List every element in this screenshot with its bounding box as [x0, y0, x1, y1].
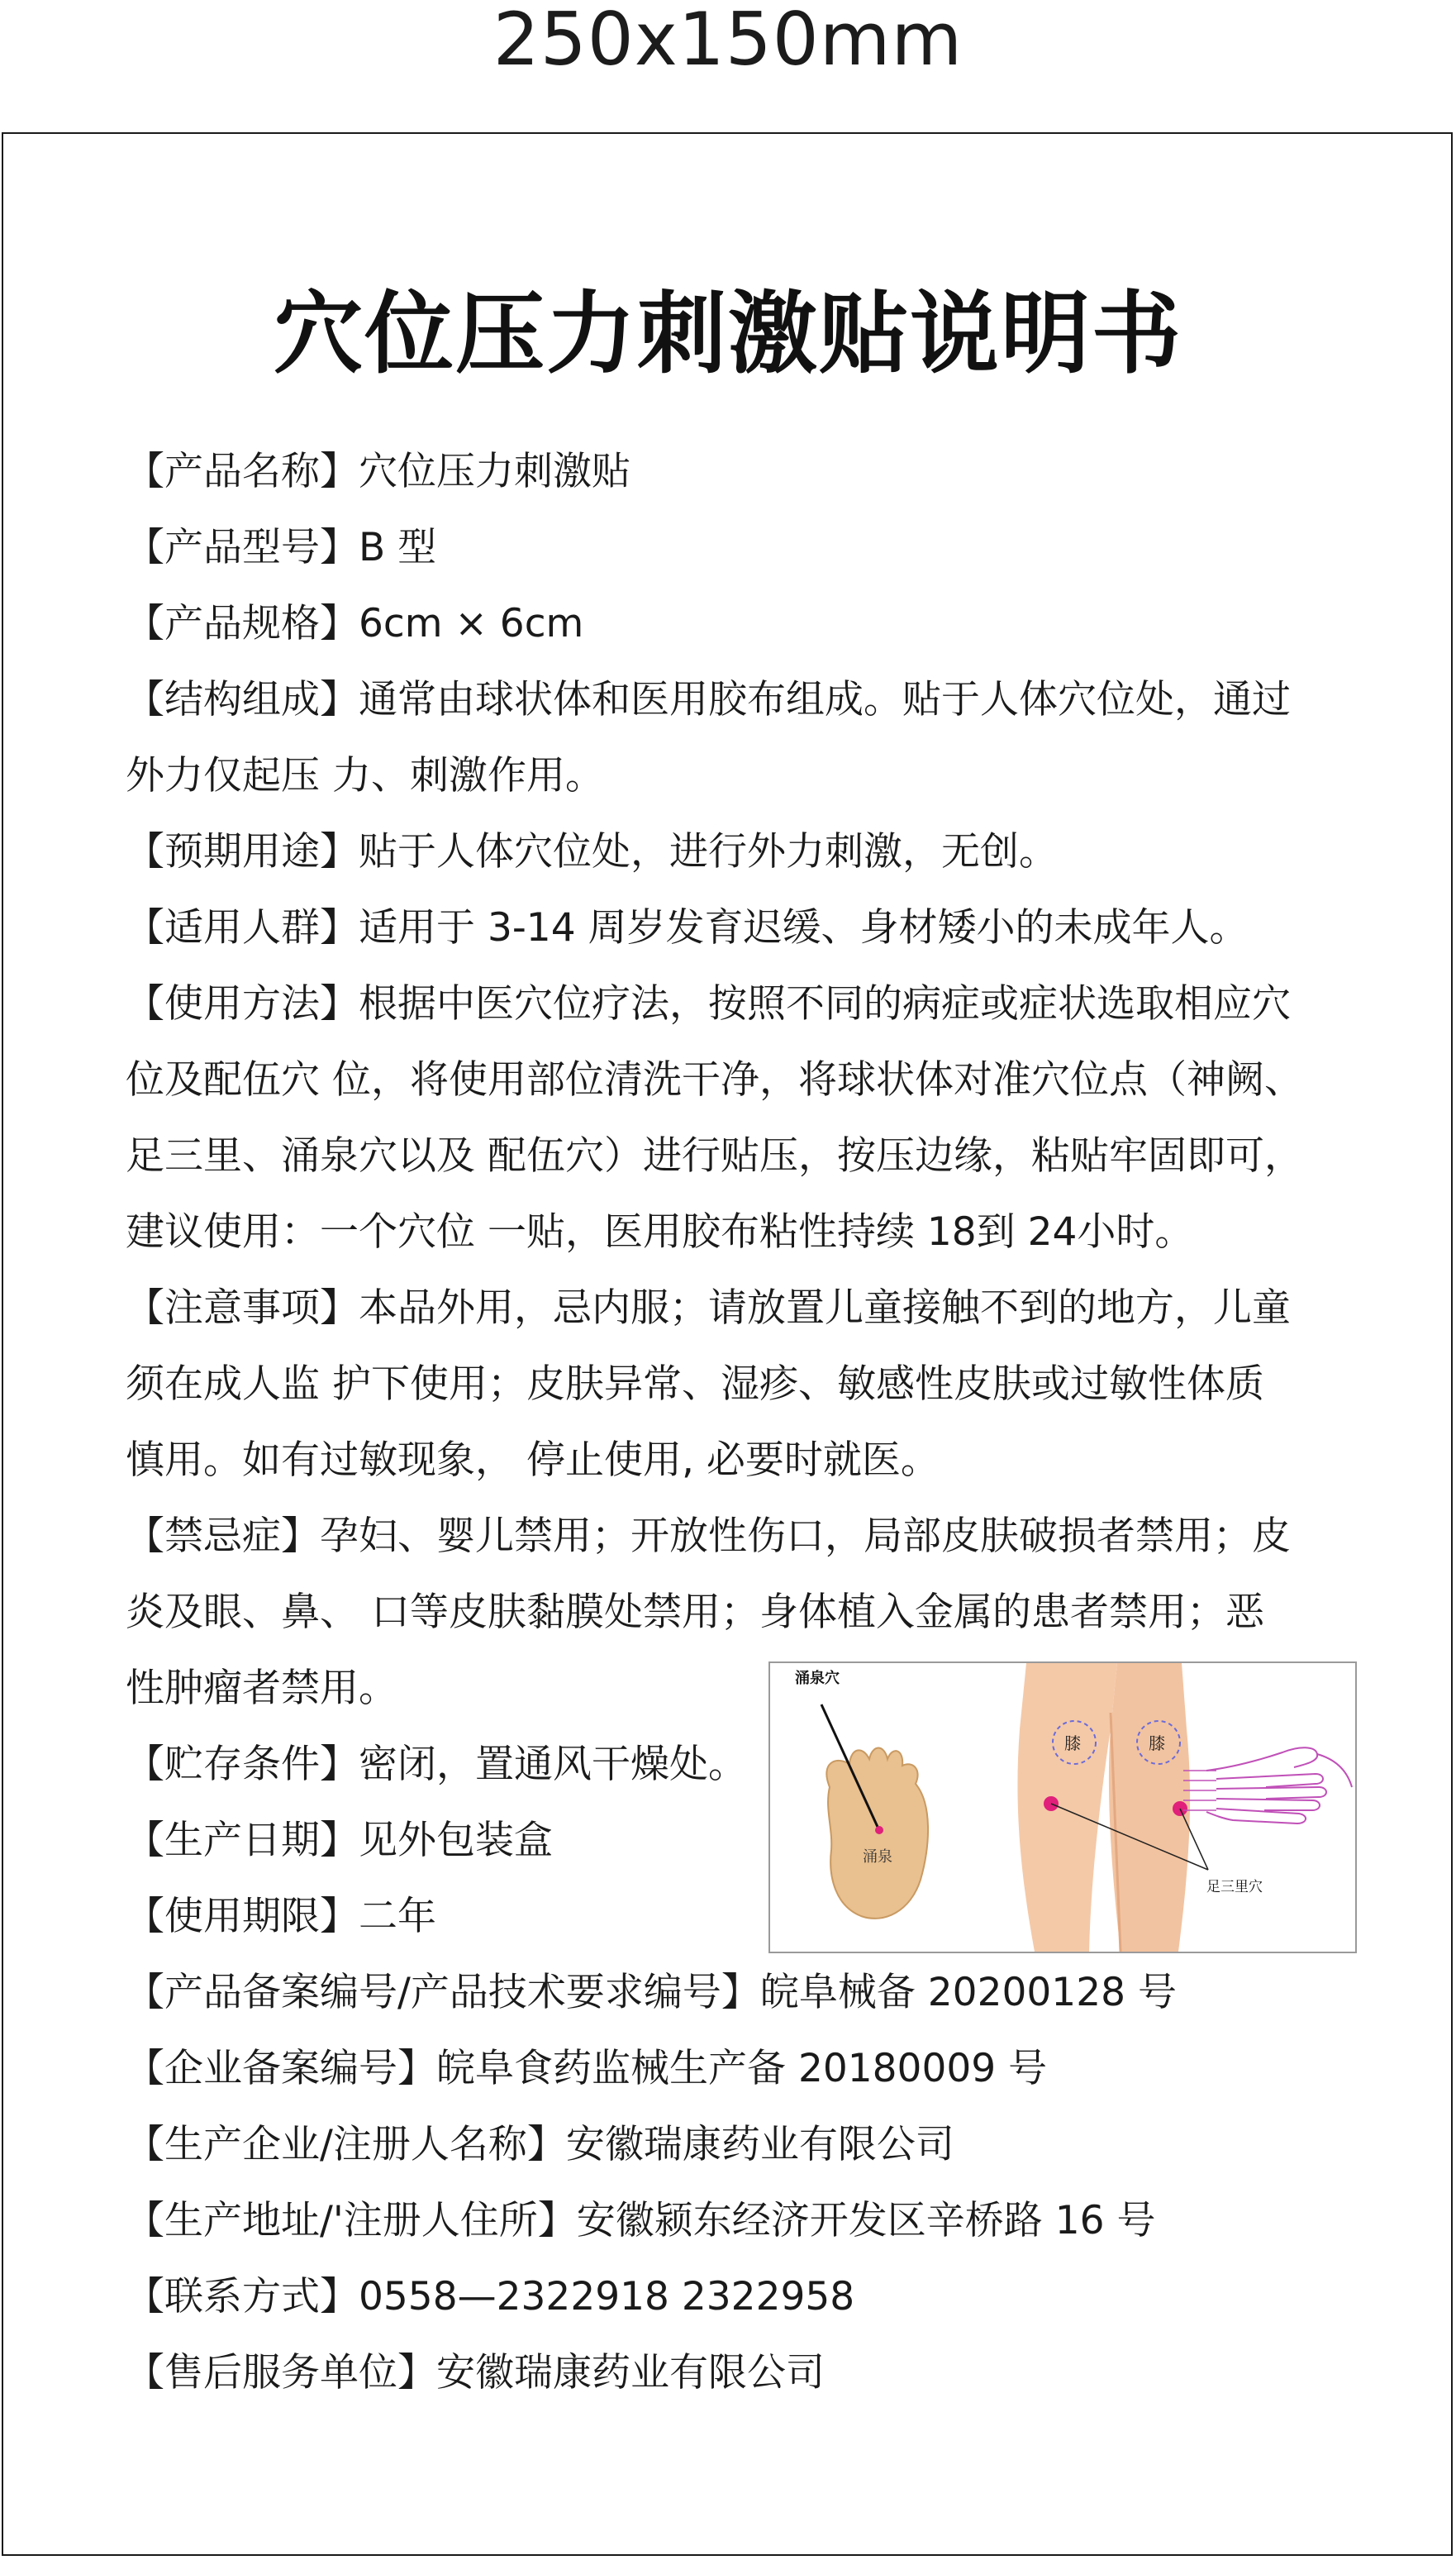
section-text: 见外包装盒	[359, 1818, 553, 1863]
section-manufacturer	[126, 2107, 1349, 2183]
section-text: 足三里、涌泉穴以及 配伍穴）进行贴压，按压边缘，粘贴牢固即可，	[126, 1133, 1303, 1179]
section-product-spec	[126, 586, 1349, 662]
section-text: 性肿瘤者禁用。	[126, 1666, 397, 1711]
section-precautions-cont-2	[126, 1423, 1349, 1499]
size-label: 250x150mm	[492, 0, 964, 82]
section-text: 须在成人监 护下使用；皮肤异常、湿疹、敏感性皮肤或过敏性体质	[126, 1361, 1264, 1407]
section-intended-use	[126, 814, 1349, 890]
section-text: 孕妇、婴儿禁用；开放性伤口，局部皮肤破损者禁用；皮	[320, 1514, 1291, 1559]
section-key: 【联系方式】	[126, 2274, 359, 2319]
section-address	[126, 2183, 1349, 2259]
section-text: 根据中医穴位疗法，按照不同的病症或症状选取相应穴	[359, 981, 1291, 1027]
section-key: 【结构组成】	[126, 677, 359, 722]
section-key: 【使用方法】	[126, 981, 359, 1027]
section-text: 慎用。如有过敏现象， 停止使用, 必要时就医。	[126, 1437, 940, 1483]
section-text: 安徽瑞康药业有限公司	[436, 2350, 825, 2396]
section-key: 【注意事项】	[126, 1285, 359, 1331]
section-text: 贴于人体穴位处，进行外力刺激，无创。	[359, 829, 1058, 875]
section-text: 安徽瑞康药业有限公司	[565, 2122, 954, 2167]
knee-label-left: 膝	[1064, 1733, 1081, 1753]
section-text: 安徽颍东经济开发区辛桥路 16 号	[576, 2198, 1156, 2243]
section-text: 皖阜械备 20200128 号	[759, 1970, 1177, 2015]
section-product-model	[126, 510, 1349, 586]
section-after-sales	[126, 2335, 1349, 2411]
section-contraindications-cont-1	[126, 1575, 1349, 1651]
acupoint-diagram	[770, 1663, 1355, 1952]
section-usage-cont-3	[126, 1194, 1349, 1270]
section-key: 【产品名称】	[126, 449, 359, 494]
section-text: 适用于 3-14 周岁发育迟缓、身材矮小的未成年人。	[359, 905, 1249, 951]
section-key: 【生产企业/注册人名称】	[126, 2122, 566, 2167]
section-text: 本品外用，忌内服；请放置儿童接触不到的地方，儿童	[359, 1285, 1291, 1331]
section-usage-cont-2	[126, 1118, 1349, 1194]
section-structure-cont	[126, 738, 1349, 814]
section-structure	[126, 662, 1349, 738]
section-key: 【产品规格】	[126, 601, 359, 646]
zusanli-label: 足三里穴	[1206, 1879, 1263, 1895]
section-key: 【产品型号】	[126, 525, 359, 570]
section-filing-number	[126, 1955, 1349, 2031]
section-key: 【使用期限】	[126, 1894, 359, 1939]
section-key: 【预期用途】	[126, 829, 359, 875]
section-text: B 型	[359, 525, 437, 570]
section-key: 【适用人群】	[126, 905, 359, 951]
legs-figure	[1017, 1663, 1190, 1952]
section-text: 皖阜食药监械生产备 20180009 号	[436, 2046, 1048, 2091]
acupoint-illustration	[768, 1661, 1357, 1953]
section-key: 【产品备案编号/产品技术要求编号】	[126, 1970, 760, 2015]
yongquan-point	[875, 1826, 883, 1834]
section-text: 炎及眼、鼻、 口等皮肤黏膜处禁用；身体植入金属的患者禁用；恶	[126, 1590, 1264, 1635]
knee-label-right: 膝	[1149, 1733, 1165, 1753]
yongquan-foot-label: 涌泉	[863, 1848, 892, 1866]
hand-outline-icon	[1206, 1747, 1352, 1823]
document-title: 穴位压力刺激贴说明书	[273, 283, 1182, 386]
section-text: 外力仅起压 力、刺激作用。	[126, 753, 604, 799]
section-contact	[126, 2259, 1349, 2335]
section-key: 【贮存条件】	[126, 1742, 359, 1787]
section-enterprise-filing	[126, 2031, 1349, 2107]
section-text: 6cm × 6cm	[359, 601, 584, 646]
instruction-body	[126, 434, 1349, 2411]
section-key: 【售后服务单位】	[126, 2350, 436, 2396]
section-precautions-cont-1	[126, 1347, 1349, 1423]
section-text: 位及配伍穴 位，将使用部位清洗干净，将球状体对准穴位点（神阙、	[126, 1057, 1303, 1103]
section-usage-cont-1	[126, 1042, 1349, 1118]
section-text: 通常由球状体和医用胶布组成。贴于人体穴位处，通过	[359, 677, 1291, 722]
section-target-group	[126, 890, 1349, 966]
yongquan-label: 涌泉穴	[795, 1670, 840, 1687]
section-key: 【生产日期】	[126, 1818, 359, 1863]
section-precautions	[126, 1270, 1349, 1347]
section-usage	[126, 966, 1349, 1042]
section-text: 穴位压力刺激贴	[359, 449, 630, 494]
section-product-name	[126, 434, 1349, 510]
section-text: 密闭，置通风干燥处。	[359, 1742, 747, 1787]
section-text: 0558—2322918 2322958	[359, 2274, 855, 2319]
section-contraindications	[126, 1499, 1349, 1575]
section-key: 【企业备案编号】	[126, 2046, 436, 2091]
section-key: 【生产地址/'注册人住所】	[126, 2198, 577, 2243]
section-key: 【禁忌症】	[126, 1514, 320, 1559]
section-text: 建议使用：一个穴位 一贴，医用胶布粘性持续 18到 24小时。	[126, 1209, 1194, 1255]
section-text: 二年	[359, 1894, 436, 1939]
